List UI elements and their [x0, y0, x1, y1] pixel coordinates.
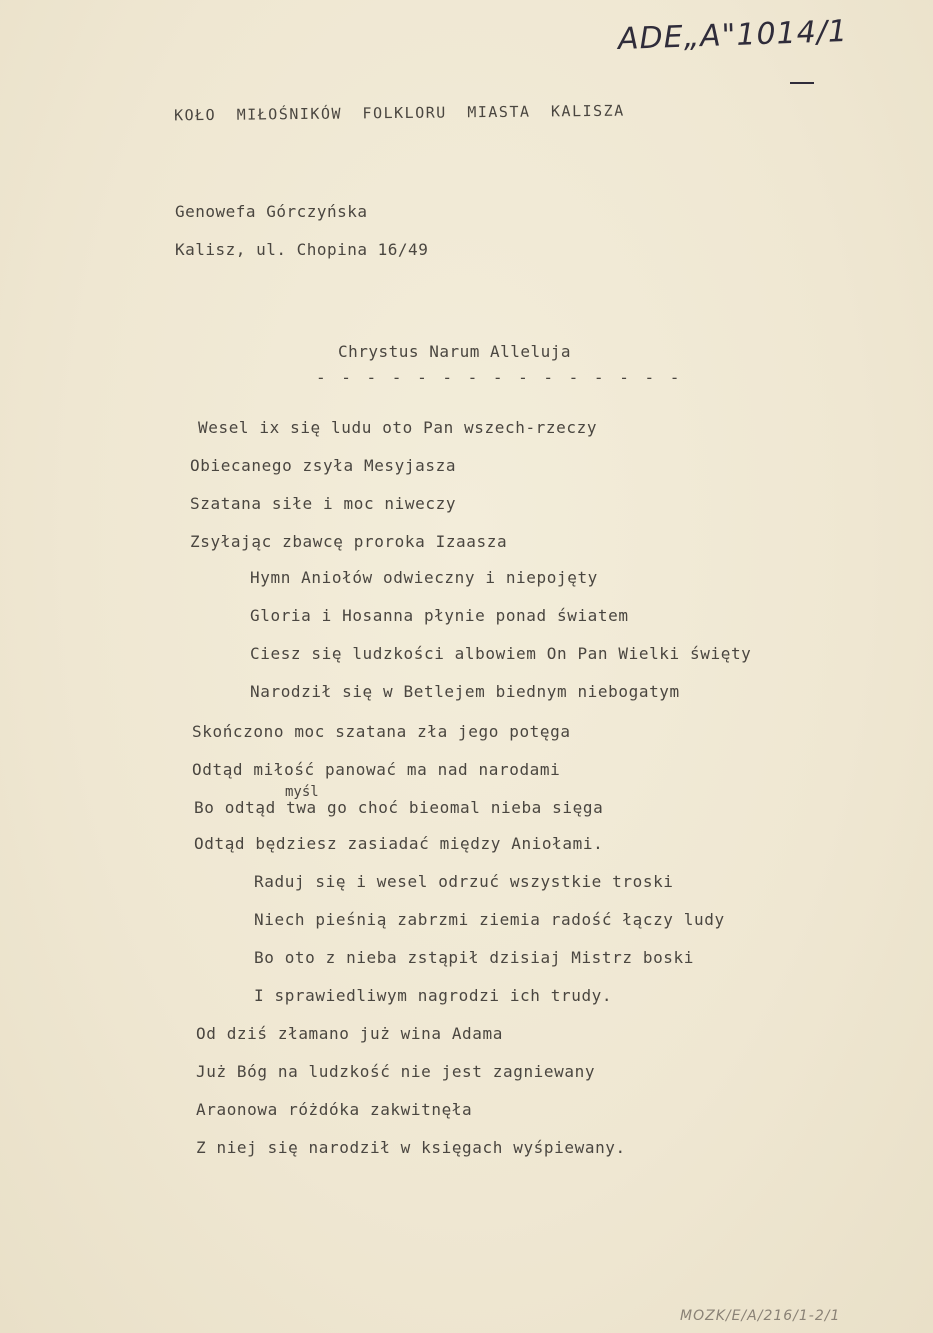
signature-underline [790, 82, 814, 84]
poem-line: Niech pieśnią zabrzmi ziemia radość łączy ludy [254, 910, 725, 929]
poem-line: Obiecanego zsyła Mesyjasza [190, 456, 457, 475]
poem-line: Zsyłając zbawcę proroka Izaasza [190, 532, 508, 551]
poem-line: Bo oto z nieba zstąpił dzisiaj Mistrz boski [254, 948, 695, 967]
poem-title: Chrystus Narum Alleluja [338, 342, 572, 361]
poem-line: Szatana siłe i moc niweczy [190, 494, 457, 513]
poem-line: Już Bóg na ludzkość nie jest zagniewany [196, 1062, 596, 1081]
poem-line: Gloria i Hosanna płynie ponad światem [250, 606, 629, 625]
poem-line: I sprawiedliwym nagrodzi ich trudy. [254, 986, 613, 1005]
poem-line: Ciesz się ludzkości albowiem On Pan Wielki święty [250, 644, 752, 663]
poem-line: Z niej się narodził w księgach wyśpiewany. [196, 1138, 626, 1157]
poem-line: Odtąd będziesz zasiadać między Aniołami. [194, 834, 604, 853]
poem-line: Odtąd miłość panować ma nad narodami [192, 760, 561, 779]
poem-line: Narodził się w Betlejem biednym niebogatym [250, 682, 680, 701]
poem-line: Bo odtąd twa go choć bieomal nieba sięga [194, 798, 604, 817]
poem-line: Wesel ix się ludu oto Pan wszech-rzeczy [198, 418, 598, 437]
author-address: Kalisz, ul. Chopina 16/49 [175, 240, 429, 259]
poem-line: Araonowa różdóka zakwitnęła [196, 1100, 473, 1119]
poem-line: Hymn Aniołów odwieczny i niepojęty [250, 568, 598, 587]
catalog-number: MOZK/E/A/216/1-2/1 [680, 1308, 841, 1324]
poem-line: Skończono moc szatana zła jego potęga [192, 722, 571, 741]
organization-header: KOŁO MIŁOŚNIKÓW FOLKLORU MIASTA KALISZA [173, 101, 625, 125]
poem-line: Od dziś złamano już wina Adama [196, 1024, 503, 1043]
poem-line: Raduj się i wesel odrzuć wszystkie troski [254, 872, 674, 891]
interlinear-correction: myśl [285, 784, 319, 800]
handwritten-archive-signature: ADE„A"1014/1 [617, 13, 849, 58]
author-name: Genowefa Górczyńska [175, 202, 368, 221]
title-underline: - - - - - - - - - - - - - - - [316, 368, 683, 387]
